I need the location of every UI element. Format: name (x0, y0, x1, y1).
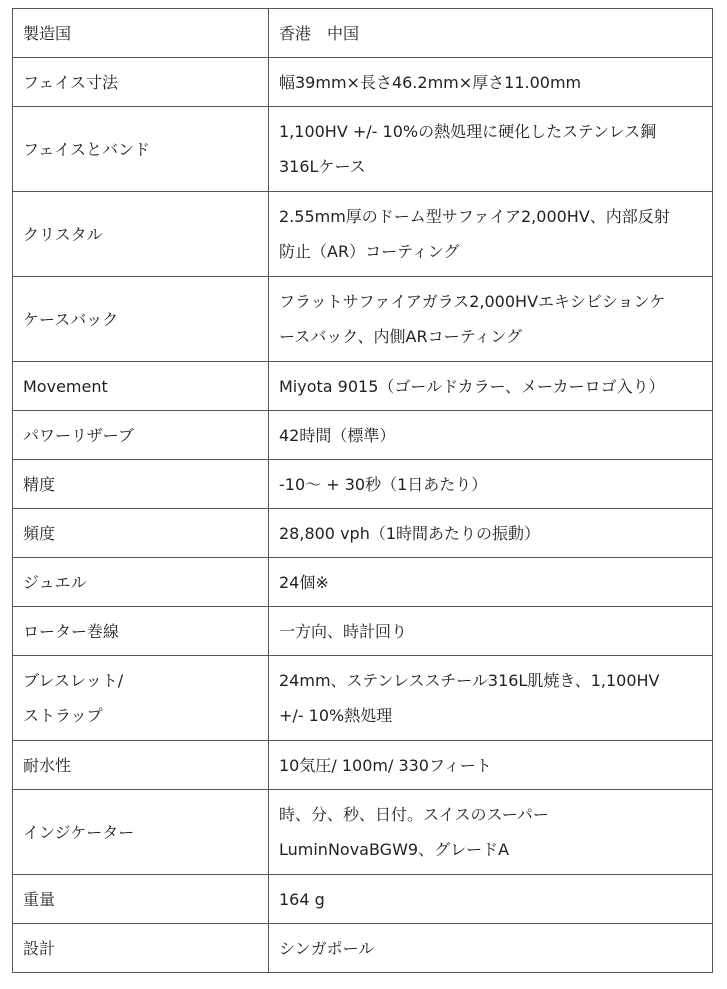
spec-table (12, 8, 713, 973)
spec-value: 10気圧/ 100m/ 330フィート (269, 741, 713, 790)
spec-row-movement (13, 362, 713, 411)
spec-label: 精度 (13, 460, 269, 509)
spec-value: 2.55mm厚のドーム型サファイア2,000HV、内部反射 防止（AR）コーティング (269, 192, 713, 277)
spec-label: パワーリザーブ (13, 411, 269, 460)
spec-label: 設計 (13, 924, 269, 973)
spec-row-face-size (13, 58, 713, 107)
spec-row-accuracy (13, 460, 713, 509)
spec-row-frequency (13, 509, 713, 558)
spec-label: 耐水性 (13, 741, 269, 790)
spec-label: フェイス寸法 (13, 58, 269, 107)
spec-value: 時、分、秒、日付。スイスのスーパー LuminNovaBGW9、グレードA (269, 790, 713, 875)
spec-row-caseback (13, 277, 713, 362)
spec-value: 1,100HV +/- 10%の熱処理に硬化したステンレス鋼 316Lケース (269, 107, 713, 192)
spec-label: Movement (13, 362, 269, 411)
spec-row-jewels (13, 558, 713, 607)
spec-label: 製造国 (13, 9, 269, 58)
spec-value: 一方向、時計回り (269, 607, 713, 656)
spec-row-design (13, 924, 713, 973)
spec-value: シンガポール (269, 924, 713, 973)
spec-value: 香港 中国 (269, 9, 713, 58)
spec-value: 24mm、ステンレススチール316L肌焼き、1,100HV +/- 10%熱処理 (269, 656, 713, 741)
spec-label: 重量 (13, 875, 269, 924)
spec-value: 164 g (269, 875, 713, 924)
spec-row-crystal (13, 192, 713, 277)
spec-label: 頻度 (13, 509, 269, 558)
spec-value: 28,800 vph（1時間あたりの振動） (269, 509, 713, 558)
spec-row-bracelet (13, 656, 713, 741)
spec-row-face-band (13, 107, 713, 192)
spec-row-weight (13, 875, 713, 924)
spec-label: ジュエル (13, 558, 269, 607)
spec-label: インジケーター (13, 790, 269, 875)
spec-label: ケースバック (13, 277, 269, 362)
spec-value: 幅39mm×長さ46.2mm×厚さ11.00mm (269, 58, 713, 107)
spec-value: Miyota 9015（ゴールドカラー、メーカーロゴ入り） (269, 362, 713, 411)
spec-row-water-resistance (13, 741, 713, 790)
spec-value: 24個※ (269, 558, 713, 607)
spec-label: ブレスレット/ ストラップ (13, 656, 269, 741)
spec-value: -10～ + 30秒（1日あたり） (269, 460, 713, 509)
spec-label: クリスタル (13, 192, 269, 277)
spec-value: 42時間（標準） (269, 411, 713, 460)
spec-row-indicators (13, 790, 713, 875)
spec-row-rotor (13, 607, 713, 656)
spec-label: フェイスとバンド (13, 107, 269, 192)
spec-value: フラットサファイアガラス2,000HVエキシビションケ ースバック、内側ARコーティング (269, 277, 713, 362)
spec-row-power-reserve (13, 411, 713, 460)
spec-label: ローター巻線 (13, 607, 269, 656)
spec-row-country (13, 9, 713, 58)
